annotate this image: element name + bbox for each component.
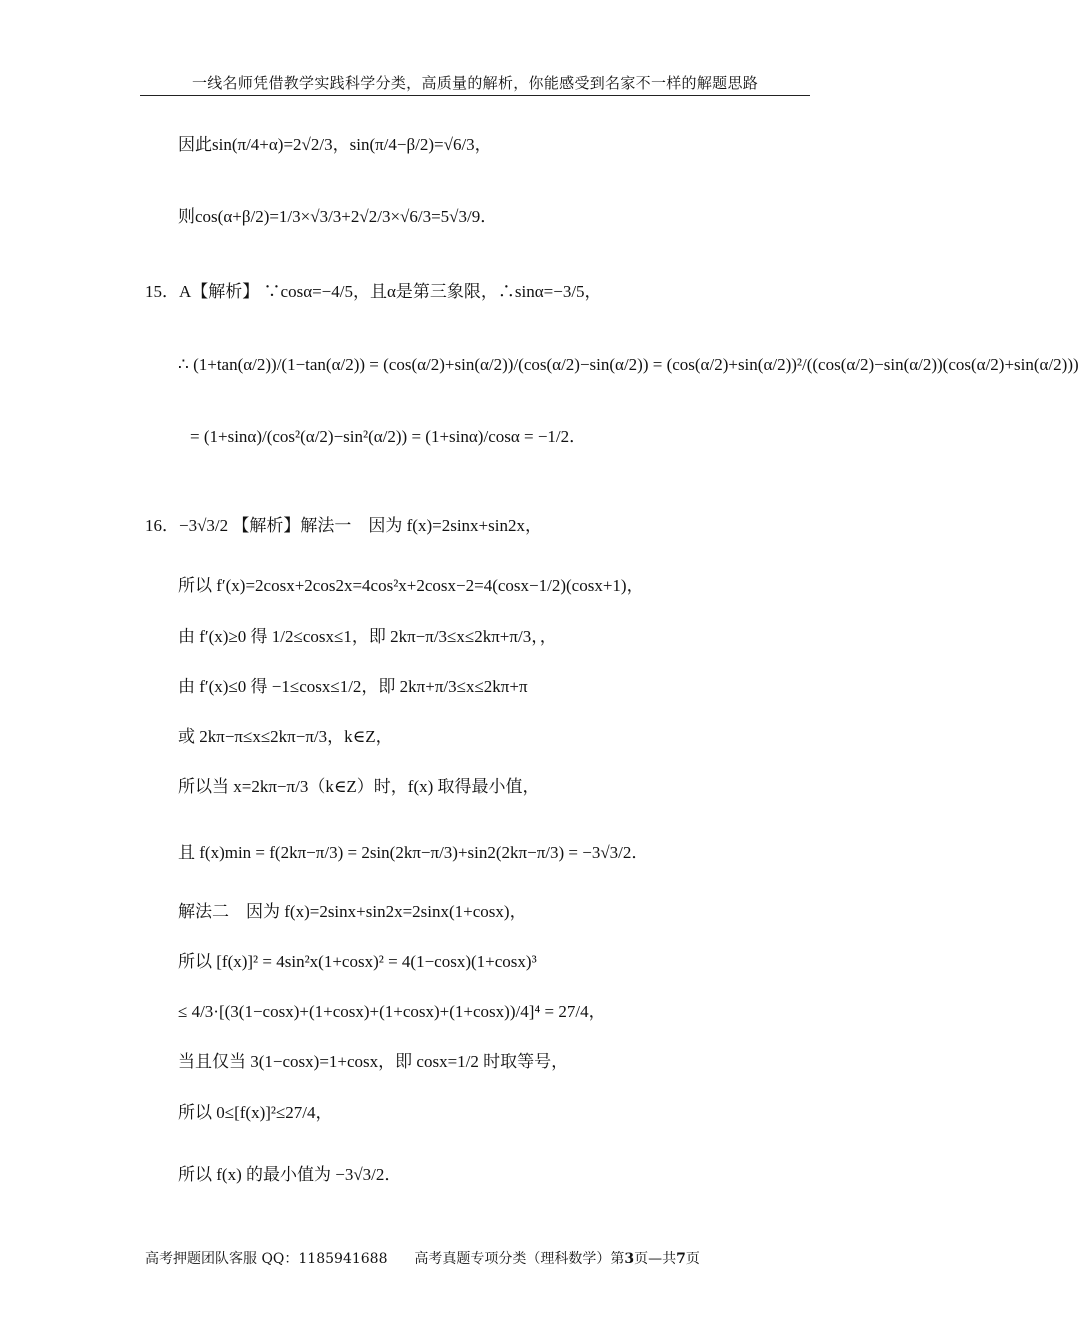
- text: 当且仅当 3(1−cosx)=1+cosx，即 cosx=1/2 时取等号，: [178, 1052, 569, 1071]
- footer-page-mid: 页—共: [634, 1251, 677, 1267]
- text: 所以当 x=2kπ−π/3（k∈Z）时，f(x) 取得最小值，: [178, 777, 540, 796]
- text: 所以 f(x) 的最小值为 −3√3/2．: [178, 1165, 402, 1184]
- math-line-13: [178, 903, 527, 920]
- text: 16．−3√3/2 【解析】解法一 因为 f(x)=2sinx+sin2x，: [145, 516, 542, 535]
- math-line-7: [178, 577, 644, 594]
- math-line-14: [178, 953, 537, 970]
- header-rule: [140, 95, 810, 96]
- footer-page-end: 页: [685, 1251, 700, 1267]
- text: 因此sin(π/4+α)=2√2/3，sin(π/4−β/2)=√6/3，: [178, 135, 492, 154]
- math-line-15: [178, 1003, 606, 1020]
- text: 由 f′(x)≥0 得 1/2≤cosx≤1，即 2kπ−π/3≤x≤2kπ+π/3，，: [178, 627, 557, 646]
- math-line-9: [178, 678, 528, 695]
- text: 由 f′(x)≤0 得 −1≤cosx≤1/2，即 2kπ+π/3≤x≤2kπ+π: [178, 677, 528, 696]
- text: 15．A【解析】 ∵cosα=−4/5，且α是第三象限，∴sinα=−3/5，: [145, 282, 602, 301]
- text: ∴ (1+tan(α/2))/(1−tan(α/2)) = (cos(α/2)+sin(α/2))/(cos(α/2)−sin(α/2)) = (cos(α/2)+sin(α/2))²/((cos(α/2)−sin(α/2))(cos(α/2)+sin(α/2))): [178, 355, 1079, 374]
- math-line-4: [178, 356, 1079, 373]
- math-line-12: [178, 844, 648, 861]
- math-line-16: [178, 1053, 568, 1070]
- math-line-17: [178, 1104, 333, 1121]
- problem-16-line: [145, 517, 542, 534]
- problem-15-line: [145, 283, 602, 300]
- footer-contact: 高考押题团队客服 QQ：1185941688: [145, 1251, 388, 1267]
- text: 所以 0≤[f(x)]²≤27/4，: [178, 1103, 333, 1122]
- math-line-18: [178, 1166, 401, 1183]
- text: 且 f(x)min = f(2kπ−π/3) = 2sin(2kπ−π/3)+sin2(2kπ−π/3) = −3√3/2．: [178, 843, 649, 862]
- text: = (1+sinα)/(cos²(α/2)−sin²(α/2)) = (1+sinα)/cosα = −1/2．: [190, 427, 587, 446]
- math-line-2: [178, 208, 497, 225]
- footer-series: 高考真题专项分类（理科数学）第: [414, 1251, 625, 1267]
- text: 解法二 因为 f(x)=2sinx+sin2x=2sinx(1+cosx)，: [178, 902, 527, 921]
- footer-page-total: 7: [676, 1251, 686, 1267]
- math-line-5: [190, 428, 586, 445]
- text: ≤ 4/3·[(3(1−cosx)+(1+cosx)+(1+cosx)+(1+cosx))/4]⁴ = 27/4，: [178, 1002, 606, 1021]
- text: 所以 [f(x)]² = 4sin²x(1+cosx)² = 4(1−cosx)(1+cosx)³: [178, 952, 537, 971]
- math-line-8: [178, 628, 557, 645]
- text: 所以 f′(x)=2cosx+2cos2x=4cos²x+2cosx−2=4(cosx−1/2)(cosx+1)，: [178, 576, 644, 595]
- text: 或 2kπ−π≤x≤2kπ−π/3，k∈Z，: [178, 727, 393, 746]
- text: 则cos(α+β/2)=1/3×√3/3+2√2/3×√6/3=5√3/9．: [178, 207, 498, 226]
- math-line-11: [178, 778, 540, 795]
- page-header: 一线名师凭借教学实践科学分类，高质量的解析，你能感受到名家不一样的解题思路: [191, 74, 759, 92]
- math-line-10: [178, 728, 393, 745]
- math-line-1: [178, 136, 492, 153]
- footer-page-current: 3: [624, 1251, 635, 1267]
- page-footer: [145, 1248, 700, 1268]
